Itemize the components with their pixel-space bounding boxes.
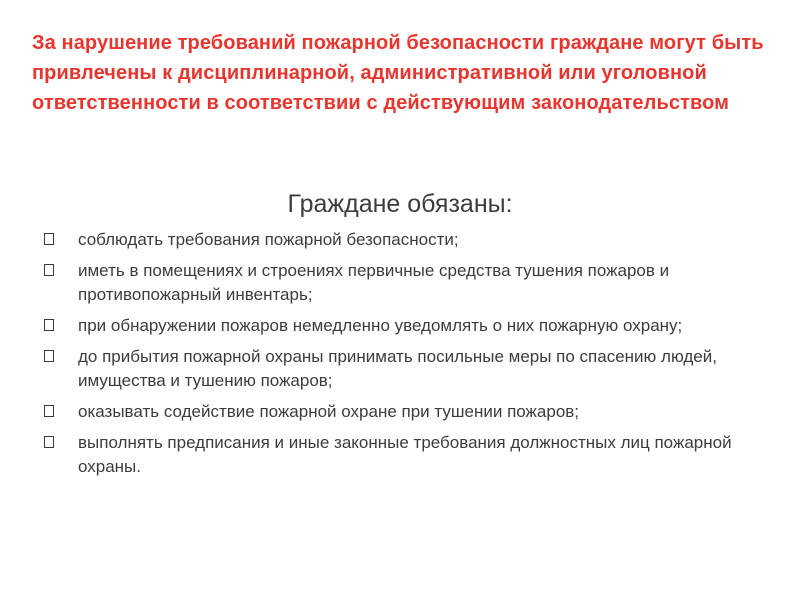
list-item [44,431,764,479]
square-bullet-icon [44,405,54,417]
square-bullet-icon [44,319,54,331]
list-item-text: до прибытия пожарной охраны принимать посильные меры по спасению людей, имущества и тушению пожаров; [78,347,717,390]
slide-title: За нарушение требований пожарной безопасности граждане могут быть привлечены к дисциплинарной, административной или уголовной ответственности в соответствии с действующим законодательством [32,32,764,114]
list-item [44,228,764,252]
list-item-text: при обнаружении пожаров немедленно уведомлять о них пожарную охрану; [78,316,683,335]
list-item [44,400,764,424]
square-bullet-icon [44,264,54,276]
list-item-text: иметь в помещениях и строениях первичные средства тушения пожаров и противопожарный инвентарь; [78,261,670,304]
list-item [44,314,764,338]
list-item-text: соблюдать требования пожарной безопасности; [78,230,459,249]
square-bullet-icon [44,350,54,362]
duties-list [44,228,764,486]
list-item [44,345,764,393]
list-item [44,259,764,307]
list-item-text: оказывать содействие пожарной охране при тушении пожаров; [78,402,580,421]
square-bullet-icon [44,436,54,448]
square-bullet-icon [44,233,54,245]
duties-heading: Граждане обязаны: [287,190,513,218]
list-item-text: выполнять предписания и иные законные требования должностных лиц пожарной охраны. [78,433,732,476]
